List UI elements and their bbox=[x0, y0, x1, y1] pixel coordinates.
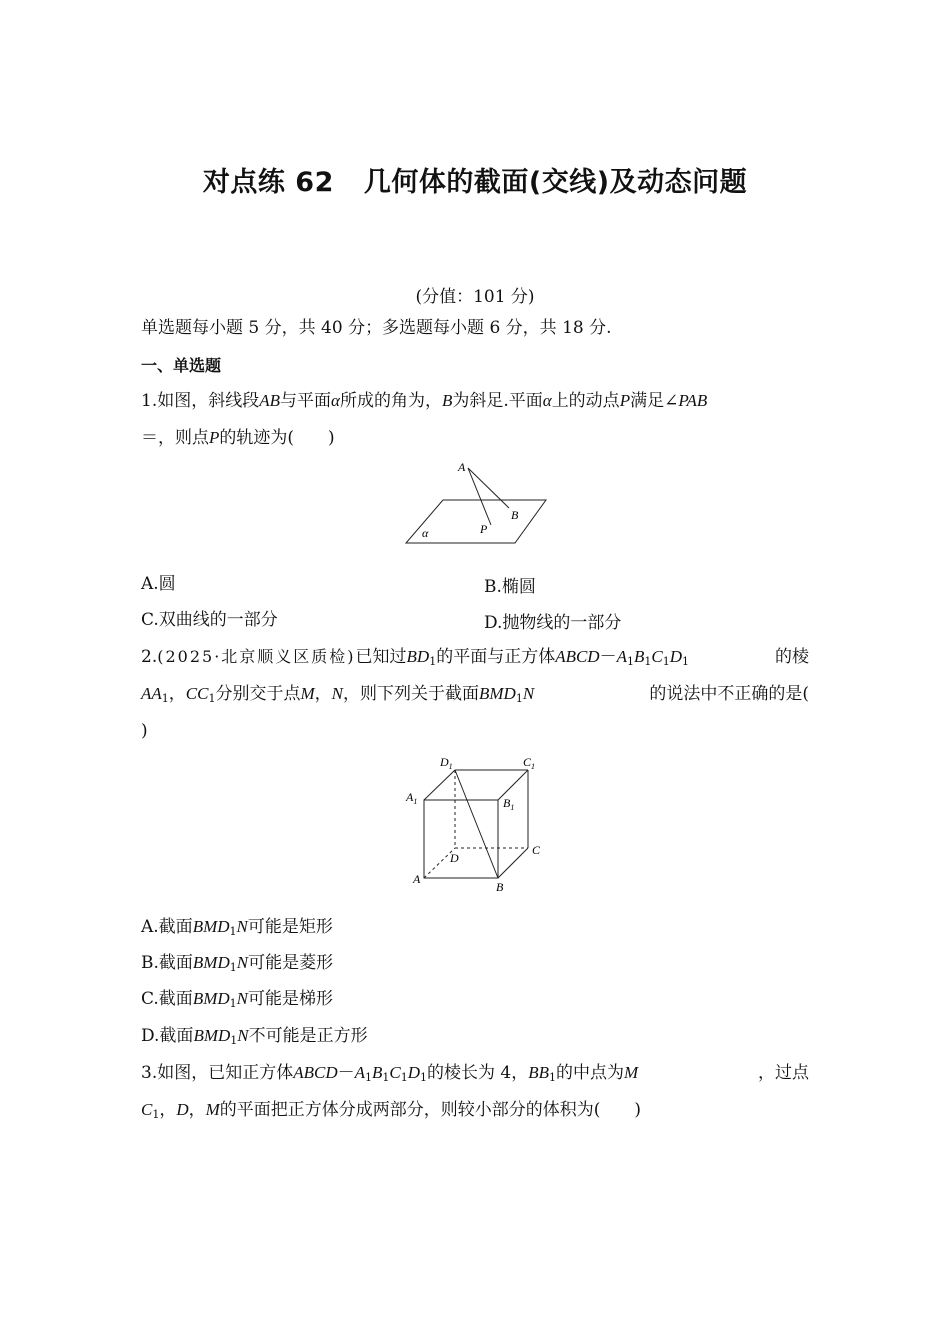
q2-math: BMD bbox=[478, 684, 516, 703]
q1-line1 bbox=[141, 389, 809, 413]
q2-math: N bbox=[331, 684, 343, 703]
edge-a1d1 bbox=[424, 770, 455, 800]
q1-option-a[interactable]: A.圆 bbox=[141, 574, 176, 594]
q1-text: 满足∠ bbox=[630, 391, 679, 411]
q2-option-c[interactable] bbox=[141, 987, 333, 1011]
q3-number: 3. bbox=[141, 1063, 158, 1083]
q2-math: B bbox=[633, 647, 645, 666]
option-math: BMD bbox=[192, 917, 230, 936]
subscript: 1 bbox=[644, 655, 652, 668]
q3-line1 bbox=[141, 1061, 809, 1085]
label-b: B bbox=[511, 508, 519, 522]
q3-math: A bbox=[354, 1063, 366, 1082]
q3-math: C bbox=[389, 1063, 401, 1082]
q3-math: B bbox=[372, 1063, 383, 1082]
q1-option-c[interactable]: C.双曲线的一部分 bbox=[141, 610, 278, 630]
q2-option-d[interactable] bbox=[141, 1024, 368, 1048]
option-text: C.截面 bbox=[141, 989, 193, 1009]
subscript: 1 bbox=[229, 997, 237, 1010]
q2-option-b[interactable] bbox=[141, 951, 333, 975]
q2-math: C bbox=[651, 647, 663, 666]
page-title bbox=[0, 160, 950, 199]
q1-text: 为斜足.平面 bbox=[452, 391, 543, 411]
subscript: 1 bbox=[161, 692, 169, 705]
label-a: A bbox=[458, 460, 466, 474]
title-main: 对点练 62 bbox=[202, 167, 334, 198]
q3-text: 的棱长为 4， bbox=[427, 1063, 529, 1083]
q1-math: P bbox=[209, 428, 220, 447]
q3-text: 的平面把正方体分成两部分，则较小部分的体积为( ) bbox=[219, 1100, 642, 1120]
q3-math: C bbox=[141, 1100, 153, 1119]
q2-math: N bbox=[522, 684, 535, 703]
label-d1: $D_1$ bbox=[440, 755, 453, 771]
q2-line3: ) bbox=[141, 721, 148, 741]
subscript: 1 bbox=[515, 692, 523, 705]
q1-text: 所成的角为， bbox=[339, 391, 442, 411]
q3-text: ，过点 bbox=[758, 1063, 809, 1083]
option-text: 可能是菱形 bbox=[248, 953, 334, 973]
q2-math: D bbox=[669, 647, 682, 666]
diagonal-bd1 bbox=[455, 770, 498, 878]
label-c: C bbox=[532, 843, 541, 857]
edge-bc bbox=[498, 848, 528, 878]
q1-line2 bbox=[141, 426, 335, 450]
q2-number: 2. bbox=[141, 647, 158, 667]
q3-line2 bbox=[141, 1098, 641, 1122]
subscript: 1 bbox=[208, 692, 216, 705]
segment-ap bbox=[468, 468, 491, 525]
q1-option-d[interactable]: D.抛物线的一部分 bbox=[484, 613, 622, 633]
subscript: 1 bbox=[229, 961, 237, 974]
label-alpha: α bbox=[422, 526, 429, 540]
q2-text: ， bbox=[314, 684, 332, 704]
q1-math: B bbox=[441, 391, 453, 410]
q2-text: － bbox=[599, 647, 617, 667]
title-sub: 几何体的截面(交线)及动态问题 bbox=[363, 167, 748, 198]
q3-math: BB bbox=[528, 1063, 550, 1082]
section-label: 一、单选题 bbox=[141, 356, 222, 375]
option-math: N bbox=[236, 989, 248, 1008]
q3-text: 如图，已知正方体 bbox=[157, 1063, 294, 1083]
q2-text: 的平面与正方体 bbox=[436, 647, 556, 667]
q3-math: D bbox=[176, 1100, 189, 1119]
q2-text: 的棱 bbox=[775, 647, 809, 667]
label-a: A bbox=[413, 872, 421, 886]
q3-math: M bbox=[205, 1100, 220, 1119]
q2-math: AA bbox=[141, 684, 162, 703]
instructions: 单选题每小题 5 分，共 40 分；多选题每小题 6 分，共 18 分. bbox=[141, 318, 612, 338]
option-math: BMD bbox=[192, 989, 230, 1008]
option-math: N bbox=[236, 917, 248, 936]
option-math: N bbox=[237, 1026, 249, 1045]
q2-cube-figure bbox=[400, 752, 550, 897]
q1-math: AB bbox=[259, 391, 281, 410]
q1-text: ＝，则点 bbox=[141, 428, 209, 448]
q2-text: ， bbox=[168, 684, 186, 704]
q1-text: 的轨迹为( ) bbox=[219, 428, 335, 448]
option-math: BMD bbox=[192, 953, 230, 972]
subscript: 1 bbox=[229, 925, 237, 938]
subscript: 1 bbox=[662, 655, 670, 668]
q1-math: P bbox=[619, 391, 631, 410]
q2-line2 bbox=[141, 682, 809, 706]
q1-option-b[interactable]: B.椭圆 bbox=[484, 577, 536, 597]
option-math: N bbox=[236, 953, 249, 972]
q1-math: α bbox=[542, 391, 552, 410]
option-math: BMD bbox=[193, 1026, 231, 1045]
q2-source: (2025·北京顺义区质检) bbox=[157, 647, 356, 666]
q3-text: 的中点为 bbox=[556, 1063, 625, 1083]
q2-text: ，则下列关于截面 bbox=[342, 684, 479, 704]
q2-math: BD bbox=[406, 647, 430, 666]
q3-math: D bbox=[407, 1063, 421, 1082]
label-b1: $B_1$ bbox=[503, 796, 515, 812]
subscript: 1 bbox=[429, 655, 437, 668]
q2-line1 bbox=[141, 645, 809, 669]
option-text: A.截面 bbox=[141, 917, 193, 937]
option-text: 可能是梯形 bbox=[247, 989, 333, 1009]
q1-math: PAB bbox=[678, 391, 708, 410]
label-a1: $A_1$ bbox=[406, 790, 418, 806]
label-d: D bbox=[450, 851, 459, 865]
label-b: B bbox=[496, 880, 504, 894]
q2-text: 分别交于点 bbox=[215, 684, 301, 704]
subscript: 1 bbox=[626, 655, 634, 668]
subscript: 1 bbox=[365, 1071, 373, 1084]
q3-math: ABCD bbox=[293, 1063, 338, 1082]
subscript: 1 bbox=[420, 1071, 428, 1084]
option-text: 可能是矩形 bbox=[247, 917, 333, 937]
q1-math: α bbox=[331, 391, 340, 410]
q1-text: 如图，斜线段 bbox=[157, 391, 260, 411]
score-line: (分值：101 分) bbox=[415, 287, 535, 307]
q3-text: ， bbox=[188, 1100, 206, 1120]
q2-math: M bbox=[300, 684, 315, 703]
label-c1: $C_1$ bbox=[523, 755, 536, 771]
label-p: P bbox=[480, 522, 488, 536]
q3-text: ， bbox=[159, 1100, 177, 1120]
subscript: 1 bbox=[230, 1034, 238, 1047]
subscript: 1 bbox=[682, 655, 689, 668]
subscript: 1 bbox=[549, 1071, 557, 1084]
option-text: D.截面 bbox=[141, 1026, 194, 1046]
q2-math: A bbox=[616, 647, 627, 666]
option-text: B.截面 bbox=[141, 953, 193, 973]
q2-text: 的说法中不正确的是( bbox=[649, 684, 809, 704]
q3-math: M bbox=[624, 1063, 639, 1082]
option-text: 不可能是正方形 bbox=[248, 1026, 368, 1046]
cube-front-face bbox=[424, 800, 498, 878]
q2-option-a[interactable] bbox=[141, 915, 333, 939]
q3-text: － bbox=[337, 1063, 355, 1083]
q1-text: 与平面 bbox=[280, 391, 332, 411]
subscript: 1 bbox=[382, 1071, 390, 1084]
segment-ab bbox=[468, 468, 509, 508]
q2-math: ABCD bbox=[555, 647, 600, 666]
subscript: 1 bbox=[400, 1071, 408, 1084]
q1-figure bbox=[400, 455, 550, 550]
q1-text: 上的动点 bbox=[551, 391, 620, 411]
q2-math: CC bbox=[185, 684, 209, 703]
subscript: 1 bbox=[152, 1108, 160, 1121]
q1-number: 1. bbox=[141, 391, 158, 411]
q2-text: 已知过 bbox=[355, 647, 407, 667]
